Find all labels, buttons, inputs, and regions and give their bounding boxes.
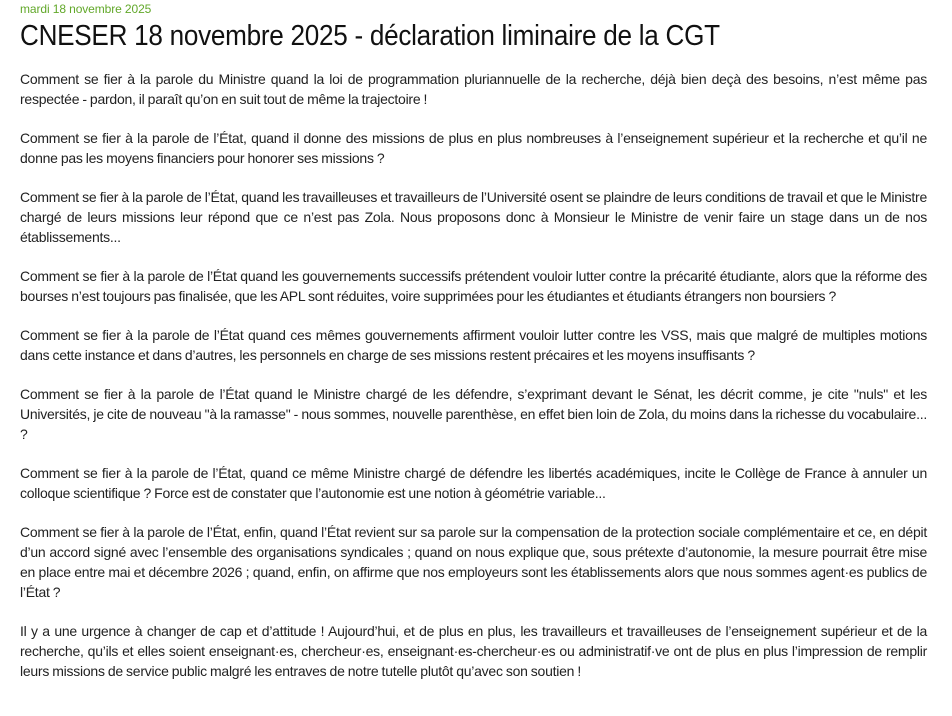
page-title: CNESER 18 novembre 2025 - déclaration liminaire de la CGT [20,20,720,52]
paragraph-4: Comment se fier à la parole de l’État quand les gouvernements successifs prétendent vouloir lutter contre la précarité étudiante, alors que la réforme des bourses n’est toujours pas finalisée, que les APL sont réduites, voire supprimées pour les étudiantes et étudiants étrangers non boursiers ? [20,268,927,304]
post-date: mardi 18 novembre 2025 [20,2,152,16]
paragraph-1: Comment se fier à la parole du Ministre quand la loi de programmation pluriannuelle de la recherche, déjà bien deçà des besoins, n’est même pas respectée - pardon, il paraît qu’on en suit tout de même la trajectoire ! [20,71,927,107]
paragraph-5: Comment se fier à la parole de l’État quand ces mêmes gouvernements affirment vouloir lutter contre les VSS, mais que malgré de multiples motions dans cette instance et dans d’autres, les personnels en charge de ses missions restent précaires et les moyens insuffisants ? [20,327,927,363]
article-body [20,69,927,681]
article [20,0,927,700]
paragraph-6: Comment se fier à la parole de l’État quand le Ministre chargé de les défendre, s’exprimant devant le Sénat, les décrit comme, je cite "nuls" et les Universités, je cite de nouveau "à la ramasse" - nous sommes, nouvelle parenthèse, en effet bien loin de Zola, du moins dans la richesse du vocabulaire... ? [20,386,927,442]
paragraph-7: Comment se fier à la parole de l’État, quand ce même Ministre chargé de défendre les libertés académiques, incite le Collège de France à annuler un colloque scientifique ? Force est de constater que l’autonomie est une notion à géométrie variable... [20,465,927,501]
paragraph-2: Comment se fier à la parole de l’État, quand il donne des missions de plus en plus nombreuses à l’enseignement supérieur et la recherche et qu’il ne donne pas les moyens financiers pour honorer ses missions ? [20,130,927,166]
paragraph-3: Comment se fier à la parole de l’État, quand les travailleuses et travailleurs de l’Université osent se plaindre de leurs conditions de travail et que le Ministre chargé de leurs missions leur répond que ce n’est pas Zola. Nous proposons donc à Monsieur le Ministre de venir faire un stage dans un de nos établissements... [20,189,927,245]
paragraph-9: Il y a une urgence à changer de cap et d’attitude ! Aujourd’hui, et de plus en plus, les travailleurs et travailleuses de l’enseignement supérieur et de la recherche, qu’ils et elles soient enseignant·es, chercheur·es, enseignant·es-chercheur·es ou administratif·ve ont de plus en plus l’impression de remplir leurs missions de service public malgré les entraves de notre tutelle plutôt qu’avec son soutien ! [20,623,927,679]
paragraph-8: Comment se fier à la parole de l’État, enfin, quand l’État revient sur sa parole sur la compensation de la protection sociale complémentaire et ce, en dépit d’un accord signé avec l’ensemble des organisations syndicales ; quand on nous explique que, sous prétexte d’autonomie, la mesure pourrait être mise en place entre mai et décembre 2026 ; quand, enfin, on affirme que nos employeurs sont les établissements alors que nous sommes agent·es publics de l’État ? [20,524,927,600]
